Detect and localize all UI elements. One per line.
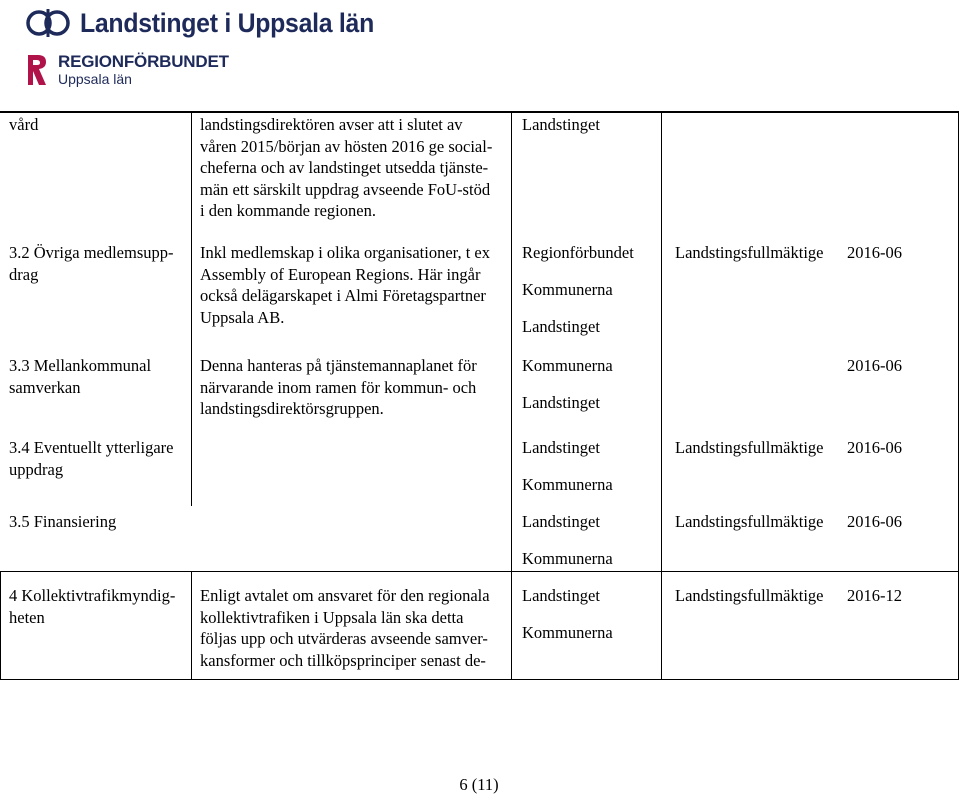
table-row-6-decision-body: Landstingsfullmäktige [675, 586, 824, 605]
landstinget-name: Landstinget i Uppsala län [80, 7, 374, 38]
row-divider-5 [0, 571, 958, 572]
table-row-1-topic: vård [9, 115, 39, 134]
regionforbundet-name: REGIONFÖRBUNDET [58, 52, 229, 71]
regionforbundet-region: Uppsala län [58, 71, 132, 87]
table-row-2-responsible: Regionförbundet Kommunerna Landstinget [522, 243, 634, 336]
col-divider-3 [661, 112, 662, 679]
table-row-2-topic: 3.2 Övriga medlemsupp- drag [9, 243, 174, 284]
table-row-3-date: 2016-06 [847, 356, 902, 375]
table-row-4-date: 2016-06 [847, 438, 902, 457]
table-row-3-description: Denna hanteras på tjänstemannaplanet för närvarande inom ramen för kommun- och landstingsdirektörsgruppen. [200, 356, 477, 418]
landstinget-logo [26, 0, 400, 46]
table-row-3-topic: 3.3 Mellankommunal samverkan [9, 356, 152, 397]
col-divider-outer-top [0, 112, 958, 113]
table-row-2-date: 2016-06 [847, 243, 902, 262]
regionforbundet-emblem-icon [26, 53, 48, 87]
table-row-5-responsible: Landstinget Kommunerna [522, 512, 613, 568]
table-row-4-topic: 3.4 Eventuellt ytterligare uppdrag [9, 438, 174, 479]
table-row-6-topic: 4 Kollektivtrafikmyndig- heten [9, 586, 176, 627]
table-row-3-responsible: Kommunerna Landstinget [522, 356, 613, 412]
table-row-6-description: Enligt avtalet om ansvaret för den regionala kollektivtrafiken i Uppsala län ska detta följas upp och utvärderas avseende samver- kansformer och tillköpsprinciper senast de- [200, 586, 490, 670]
table-row-6-responsible: Landstinget Kommunerna [522, 586, 613, 642]
col-divider-1b [191, 572, 192, 679]
table-row-5-date: 2016-06 [847, 512, 902, 531]
responsibility-table [0, 111, 959, 680]
table-row-2-decision-body: Landstingsfullmäktige [675, 243, 824, 262]
table-row-6-date: 2016-12 [847, 586, 902, 605]
table-row-1-responsible: Landstinget [522, 115, 600, 134]
col-divider-outer-left [0, 572, 1, 679]
table-row-1-description: landstingsdirektören avser att i slutet av våren 2015/början av hösten 2016 ge social- cheferna och av landstinget utsedda tjänste- män ett särskilt uppdrag avseende FoU-stöd i den kommande regionen. [200, 115, 493, 220]
landstinget-emblem-icon [26, 3, 70, 43]
table-row-4-decision-body: Landstingsfullmäktige [675, 438, 824, 457]
table-row-5-decision-body: Landstingsfullmäktige [675, 512, 824, 531]
table-row-4-responsible: Landstinget Kommunerna [522, 438, 613, 494]
table-row-5-topic: 3.5 Finansiering [9, 512, 117, 531]
table-row-2-description: Inkl medlemskap i olika organisationer, t ex Assembly of European Regions. Här ingår också delägarskapet i Almi Företagspartner Uppsala AB. [200, 243, 491, 327]
regionforbundet-logo [26, 50, 229, 90]
page-number: 6 (11) [459, 775, 499, 794]
col-divider-2 [511, 112, 512, 679]
